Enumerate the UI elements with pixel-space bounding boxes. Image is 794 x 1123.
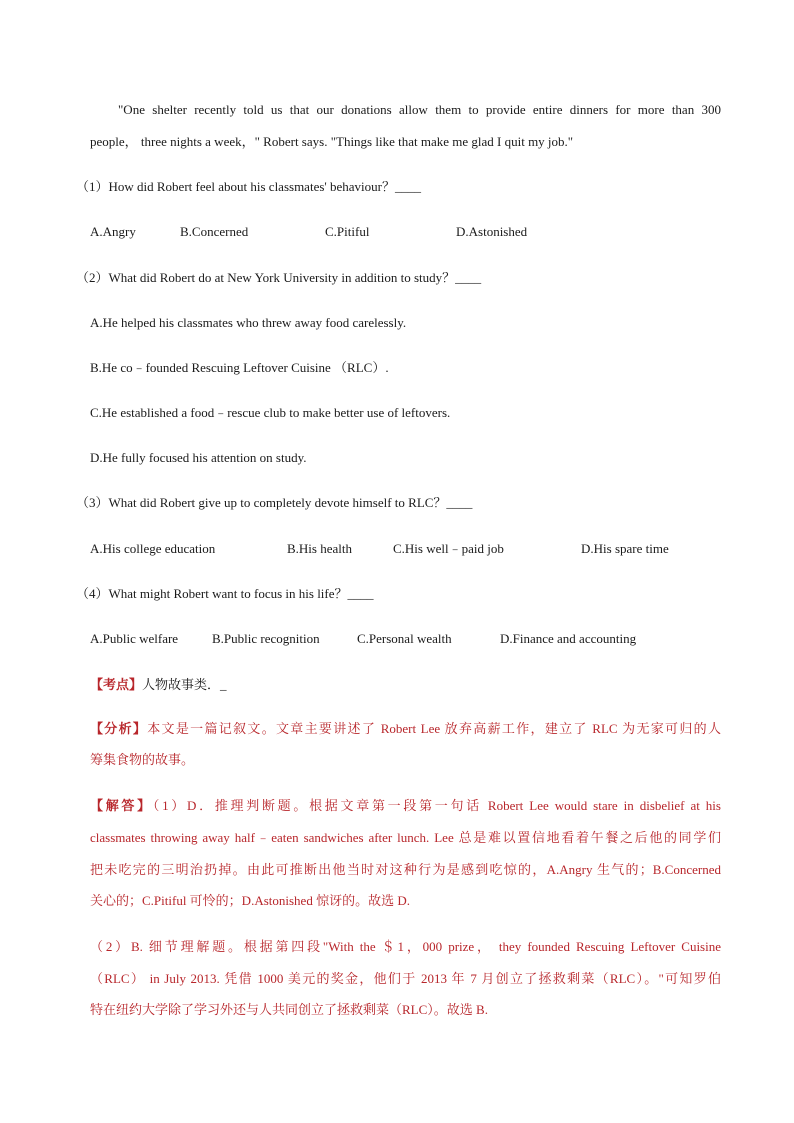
jieda-text-1: （1）D．推理判断题。根据文章第一段第一句话 Robert Lee would stare in disbelief at his xyxy=(152,798,721,813)
question-2-stem: （2）What did Robert do at New York University in addition to study？____ xyxy=(76,270,482,285)
fenxi-line-1 xyxy=(90,720,721,738)
jieda-line-1 xyxy=(90,797,721,815)
question-4-stem: （4）What might Robert want to focus in his life？____ xyxy=(76,586,374,601)
question-2-option-b: B.He co﹣founded Rescuing Leftover Cuisine （RLC）. xyxy=(90,360,389,375)
question-1-option-d: D.Astonished xyxy=(456,224,528,239)
question-4-option-a: A.Public welfare xyxy=(90,631,179,646)
question-1-option-b: B.Concerned xyxy=(180,224,249,239)
fenxi-tag: 【分析】 xyxy=(90,721,148,736)
question-3-option-d: D.His spare time xyxy=(581,541,669,556)
question-4-option-c: C.Personal wealth xyxy=(357,631,452,646)
kaodian-tag: 【考点】 xyxy=(90,677,143,692)
question-3-stem: （3）What did Robert give up to completely devote himself to RLC？____ xyxy=(76,495,473,510)
jieda-p2-line-1: （2）B. 细节理解题。根据第四段"With the ＄1，000 prize， they founded Rescuing Leftover Cuisine xyxy=(90,939,721,954)
kaodian-text: 人物故事类．_ xyxy=(142,677,227,692)
fenxi-text-1: 本文是一篇记叙文。文章主要讲述了 Robert Lee 放弃高薪工作，建立了 RLC 为无家可归的人 xyxy=(147,721,721,736)
jieda-line-2: classmates throwing away half﹣eaten sandwiches after lunch. Lee 总是难以置信地看着午餐之后他的同学们 xyxy=(90,830,721,845)
question-4-option-b: B.Public recognition xyxy=(212,631,320,646)
question-4-option-d: D.Finance and accounting xyxy=(500,631,637,646)
question-3-option-c: C.His well﹣paid job xyxy=(393,541,504,556)
kaodian-section xyxy=(90,676,227,694)
fenxi-line-2: 筹集食物的故事。 xyxy=(90,752,195,767)
jieda-p2-line-3: 特在纽约大学除了学习外还与人共同创立了拯救剩菜（RLC）。故选 B. xyxy=(90,1002,488,1017)
jieda-line-3: 把未吃完的三明治扔掉。由此可推断出他当时对这种行为是感到吃惊的，A.Angry 生气的；B.Concerned xyxy=(90,862,721,877)
passage-line-2: people， three nights a week，" Robert says. "Things like that make me glad I quit my job." xyxy=(90,134,574,149)
question-3-option-a: A.His college education xyxy=(90,541,216,556)
question-3-option-b: B.His health xyxy=(287,541,352,556)
question-1-stem: （1）How did Robert feel about his classmates' behaviour？____ xyxy=(76,179,421,194)
question-2-option-d: D.He fully focused his attention on study. xyxy=(90,450,307,465)
question-2-option-c: C.He established a food﹣rescue club to make better use of leftovers. xyxy=(90,405,451,420)
question-2-option-a: A.He helped his classmates who threw away food carelessly. xyxy=(90,315,407,330)
question-1-option-c: C.Pitiful xyxy=(325,224,370,239)
jieda-line-4: 关心的；C.Pitiful 可怜的；D.Astonished 惊讶的。故选 D. xyxy=(90,893,410,908)
jieda-tag: 【解答】 xyxy=(90,798,153,813)
question-1-option-a: A.Angry xyxy=(90,224,136,239)
jieda-p2-line-2: （RLC） in July 2013. 凭借 1000 美元的奖金，他们于 2013 年 7 月创立了拯救剩菜（RLC）。"可知罗伯 xyxy=(90,971,721,986)
passage-line-1: "One shelter recently told us that our donations allow them to provide entire dinners for more than 300 xyxy=(118,102,721,117)
